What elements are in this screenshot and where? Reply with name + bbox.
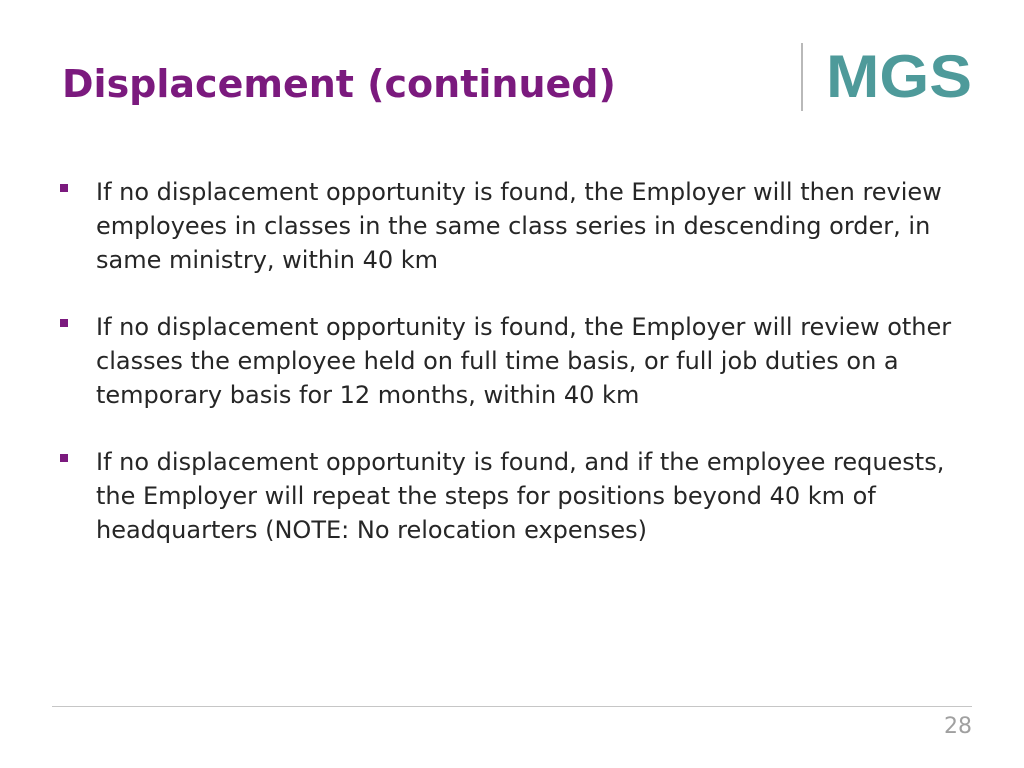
bullet-item <box>56 175 976 277</box>
mgs-logo <box>826 46 974 106</box>
bullet-list <box>56 175 976 547</box>
slide-title: Displacement (continued) <box>62 62 616 106</box>
logo-divider <box>801 43 803 111</box>
bullet-square-icon <box>60 454 68 462</box>
bullet-text: If no displacement opportunity is found, and if the employee requests, the Employer will repeat the steps for positions beyond 40 km of headquarters (NOTE: No relocation expenses) <box>96 448 945 544</box>
bullet-item <box>56 310 976 412</box>
bullet-square-icon <box>60 319 68 327</box>
bullet-text: If no displacement opportunity is found, the Employer will review other classes the employee held on full time basis, or full job duties on a temporary basis for 12 months, within 40 km <box>96 313 952 409</box>
bullet-text: If no displacement opportunity is found, the Employer will then review employees in classes in the same class series in descending order, in same ministry, within 40 km <box>96 178 942 274</box>
bullet-item <box>56 445 976 547</box>
footer-divider <box>52 706 972 707</box>
logo-wordmark: MGS <box>826 46 972 106</box>
page-number: 28 <box>944 714 972 739</box>
bullet-square-icon <box>60 184 68 192</box>
